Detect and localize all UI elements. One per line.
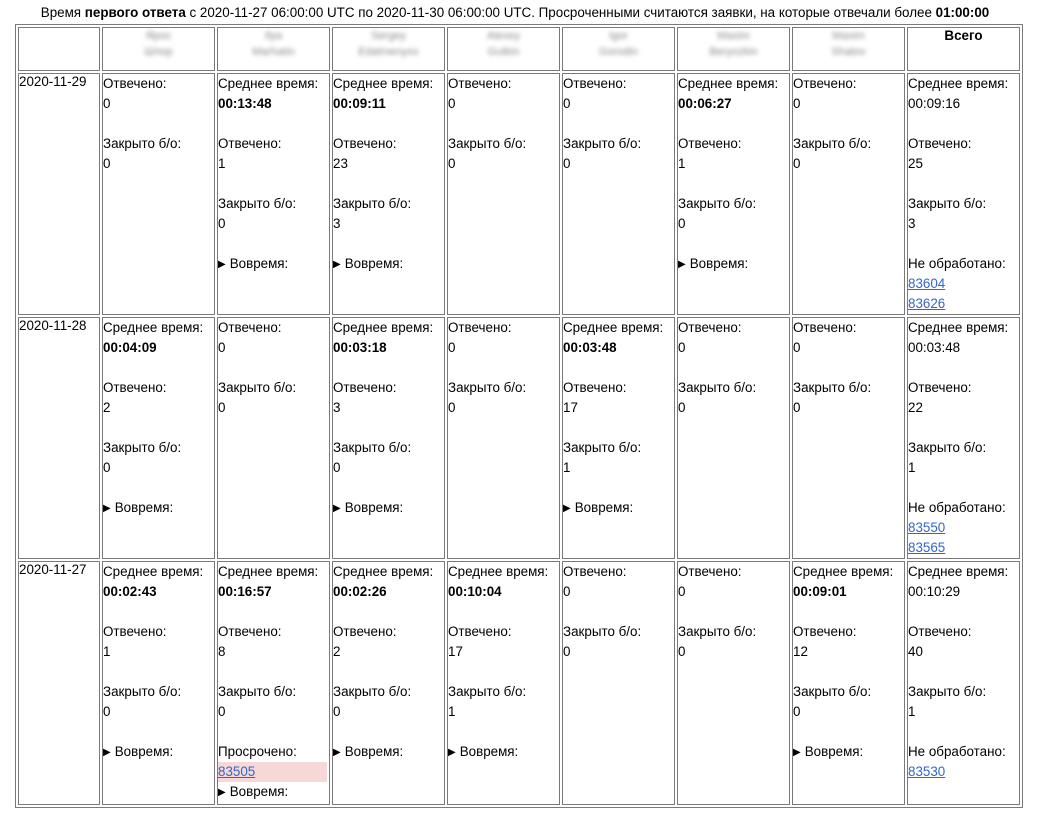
unprocessed-block [908,498,1019,558]
closed-value: 0 [793,704,801,719]
avg-time-label: Среднее время: [793,564,894,579]
avg-time-value: 00:10:04 [448,584,502,599]
answered-value: 8 [218,644,226,659]
closed-value: 0 [678,216,686,231]
avg-time-block [448,562,559,602]
ontime-toggle[interactable] [333,254,444,276]
unprocessed-label: Не обработано: [908,256,1006,271]
date-cell: 2020-11-28 [18,317,100,559]
closed-block [908,194,1019,234]
closed-value: 1 [563,460,571,475]
total-closed-value: 1 [908,460,916,475]
avg-time-label: Среднее время: [908,564,1009,579]
answered-block [793,318,904,358]
answered-label: Отвечено: [103,624,167,639]
total-column-header: Всего [907,27,1020,71]
stats-cell [102,561,215,805]
ontime-label: Вовремя: [229,256,289,271]
answered-label: Отвечено: [103,76,167,91]
closed-block [678,378,789,418]
answered-value: 1 [218,156,226,171]
unprocessed-block [908,742,1019,782]
ontime-label: Вовремя: [804,744,864,759]
closed-value: 0 [793,400,801,415]
closed-label: Закрыто б/о: [448,684,527,699]
closed-value: 0 [103,156,111,171]
avg-time-value: 00:02:26 [333,584,387,599]
agent-column-header [677,27,790,71]
answered-block [678,562,789,602]
triangle-right-icon: ▶ [563,503,571,514]
answered-block [218,622,329,662]
closed-value: 0 [678,400,686,415]
closed-block [218,194,329,234]
ontime-toggle[interactable] [793,742,904,764]
total-closed-value: 1 [908,704,916,719]
ontime-toggle[interactable] [333,742,444,764]
answered-value: 17 [448,644,463,659]
header-metric-name: первого ответа [84,5,186,20]
stats-cell [102,317,215,559]
answered-value: 0 [678,340,686,355]
avg-time-value: 00:02:43 [103,584,157,599]
closed-label: Закрыто б/о: [678,196,757,211]
answered-label: Отвечено: [333,136,397,151]
triangle-right-icon: ▶ [218,787,226,798]
closed-label: Закрыто б/о: [793,380,872,395]
avg-time-value: 00:03:18 [333,340,387,355]
answered-value: 0 [103,96,111,111]
stats-cell [677,73,790,315]
unprocessed-label: Не обработано: [908,500,1006,515]
total-cell [907,561,1020,805]
agent-name-blurred: Ilya Marhatin [252,30,295,58]
answered-value: 2 [103,400,111,415]
closed-label: Закрыто б/о: [448,136,527,151]
avg-time-label: Среднее время: [908,76,1009,91]
closed-value: 0 [218,216,226,231]
stats-cell [677,561,790,805]
table-row [18,561,1020,805]
stats-cell [792,73,905,315]
report-header [0,0,1030,24]
closed-value: 1 [448,704,456,719]
agent-name-blurred: Sergey Edalmenyov [358,30,419,58]
closed-block [793,682,904,722]
stats-cell [562,73,675,315]
closed-block [103,134,214,174]
closed-label: Закрыто б/о: [908,196,987,211]
stats-cell [447,73,560,315]
closed-label: Закрыто б/о: [793,136,872,151]
triangle-right-icon: ▶ [678,259,686,270]
answered-block [563,74,674,114]
triangle-right-icon: ▶ [218,259,226,270]
answered-value: 0 [563,96,571,111]
avg-time-label: Среднее время: [218,76,319,91]
stats-cell [217,73,330,315]
closed-block [448,134,559,174]
answered-label: Отвечено: [563,564,627,579]
ontime-label: Вовремя: [574,500,634,515]
avg-time-block [103,562,214,602]
triangle-right-icon: ▶ [103,747,111,758]
closed-label: Закрыто б/о: [333,196,412,211]
closed-block [333,194,444,234]
unprocessed-block [908,254,1019,314]
closed-block [678,194,789,234]
header-overdue-threshold: 01:00:00 [935,5,990,20]
answered-value: 17 [563,400,578,415]
agent-name-blurred: Maxim Shatov [831,30,866,58]
avg-time-value: 00:09:01 [793,584,847,599]
answered-label: Отвечено: [563,76,627,91]
triangle-right-icon: ▶ [333,503,341,514]
answered-value: 3 [333,400,341,415]
first-response-report-table [15,24,1023,808]
closed-label: Закрыто б/о: [563,440,642,455]
report-body [18,73,1020,805]
ontime-label: Вовремя: [459,744,519,759]
triangle-right-icon: ▶ [333,747,341,758]
table-row [18,317,1020,559]
answered-block [793,74,904,114]
closed-value: 0 [218,400,226,415]
agent-column-header [792,27,905,71]
answered-label: Отвечено: [448,320,512,335]
ontime-label: Вовремя: [689,256,749,271]
agent-column-header [447,27,560,71]
total-answered-value: 40 [908,644,923,659]
agent-name-blurred: Ярос Шпор [144,30,173,58]
closed-value: 0 [103,460,111,475]
ontime-toggle[interactable] [563,498,674,520]
table-header-row [18,27,1020,71]
answered-label: Отвечено: [908,136,972,151]
agent-column-header [102,27,215,71]
answered-value: 0 [218,340,226,355]
answered-value: 0 [448,96,456,111]
total-avg-time-value: 00:09:16 [908,96,961,111]
avg-time-value: 00:03:48 [563,340,617,355]
ontime-label: Вовремя: [114,744,174,759]
answered-value: 23 [333,156,348,171]
answered-value: 0 [793,340,801,355]
stats-cell [332,317,445,559]
ontime-toggle[interactable] [448,742,559,764]
answered-block [908,134,1019,174]
triangle-right-icon: ▶ [333,259,341,270]
answered-block [448,74,559,114]
closed-label: Закрыто б/о: [448,380,527,395]
answered-label: Отвечено: [793,320,857,335]
unprocessed-label: Не обработано: [908,744,1006,759]
ontime-toggle[interactable] [103,498,214,520]
answered-label: Отвечено: [678,136,742,151]
triangle-right-icon: ▶ [103,503,111,514]
ontime-toggle[interactable] [678,254,789,276]
avg-time-block [333,318,444,358]
ontime-label: Вовремя: [344,500,404,515]
avg-time-value: 00:16:57 [218,584,272,599]
stats-cell [332,561,445,805]
answered-label: Отвечено: [333,624,397,639]
answered-label: Отвечено: [908,380,972,395]
unprocessed-ticket-link[interactable]: 83626 [908,296,946,311]
avg-time-block [218,74,329,114]
closed-block [678,622,789,662]
closed-value: 0 [333,704,341,719]
stats-cell [217,317,330,559]
ontime-toggle[interactable] [218,782,329,804]
closed-block [908,438,1019,478]
answered-value: 12 [793,644,808,659]
closed-label: Закрыто б/о: [333,440,412,455]
answered-block [563,562,674,602]
ontime-label: Вовремя: [229,784,289,799]
avg-time-block [793,562,904,602]
header-text-2: с 2020-11-27 06:00:00 UTC по 2020-11-30 06:00:00 UTC. Просроченными считаются заявки, на которые отвечали более [185,5,936,20]
answered-block [448,318,559,358]
avg-time-block [333,74,444,114]
total-answered-value: 25 [908,156,923,171]
closed-value: 3 [333,216,341,231]
answered-block [103,622,214,662]
total-avg-time-value: 00:10:29 [908,584,961,599]
stats-cell [217,561,330,805]
answered-label: Отвечено: [908,624,972,639]
ontime-label: Вовремя: [114,500,174,515]
total-cell [907,73,1020,315]
answered-label: Отвечено: [333,380,397,395]
overdue-ticket-link[interactable]: 83505 [218,762,327,782]
answered-label: Отвечено: [563,380,627,395]
closed-block [563,438,674,478]
answered-block [908,378,1019,418]
ontime-toggle[interactable] [333,498,444,520]
closed-block [448,378,559,418]
answered-label: Отвечено: [793,76,857,91]
answered-label: Отвечено: [218,624,282,639]
date-cell: 2020-11-29 [18,73,100,315]
closed-label: Закрыто б/о: [908,440,987,455]
stats-cell [332,73,445,315]
answered-block [103,74,214,114]
closed-block [333,682,444,722]
avg-time-label: Среднее время: [103,564,204,579]
total-cell [907,317,1020,559]
closed-label: Закрыто б/о: [678,624,757,639]
closed-value: 0 [563,156,571,171]
answered-block [908,622,1019,662]
answered-value: 0 [563,584,571,599]
stats-cell [102,73,215,315]
answered-label: Отвечено: [678,564,742,579]
avg-time-block [908,74,1019,114]
answered-value: 0 [678,584,686,599]
avg-time-label: Среднее время: [218,564,319,579]
agent-column-header [332,27,445,71]
closed-value: 0 [448,400,456,415]
stats-cell [792,317,905,559]
closed-block [793,378,904,418]
stats-cell [562,561,675,805]
agent-name-blurred: Igor Gorodin [598,30,639,58]
avg-time-value: 00:09:11 [333,96,386,111]
answered-block [678,134,789,174]
avg-time-label: Среднее время: [333,564,434,579]
avg-time-block [218,562,329,602]
ontime-toggle[interactable] [103,742,214,764]
agent-name-blurred: Alexey Gutkin [486,30,521,58]
total-avg-time-value: 00:03:48 [908,340,961,355]
overdue-block [218,742,329,782]
stats-cell [447,317,560,559]
closed-label: Закрыто б/о: [793,684,872,699]
answered-label: Отвечено: [218,136,282,151]
unprocessed-ticket-link[interactable]: 83565 [908,540,946,555]
stats-cell [677,317,790,559]
answered-value: 0 [448,340,456,355]
overdue-label: Просрочено: [218,744,297,759]
closed-label: Закрыто б/о: [218,684,297,699]
triangle-right-icon: ▶ [793,747,801,758]
answered-block [218,134,329,174]
avg-time-block [908,318,1019,358]
closed-label: Закрыто б/о: [563,136,642,151]
unprocessed-ticket-link[interactable]: 83530 [908,764,946,779]
date-cell: 2020-11-27 [18,561,100,805]
avg-time-label: Среднее время: [448,564,549,579]
answered-value: 1 [103,644,111,659]
closed-label: Закрыто б/о: [103,136,182,151]
unprocessed-ticket-link[interactable]: 83604 [908,276,946,291]
closed-value: 0 [218,704,226,719]
closed-block [103,682,214,722]
agent-column-header [562,27,675,71]
avg-time-label: Среднее время: [333,76,434,91]
avg-time-label: Среднее время: [563,320,664,335]
stats-cell [792,561,905,805]
triangle-right-icon: ▶ [448,747,456,758]
answered-value: 0 [793,96,801,111]
closed-label: Закрыто б/о: [908,684,987,699]
avg-time-block [678,74,789,114]
closed-label: Закрыто б/о: [218,380,297,395]
ontime-label: Вовремя: [344,744,404,759]
answered-block [218,318,329,358]
closed-block [563,622,674,662]
avg-time-block [333,562,444,602]
avg-time-block [563,318,674,358]
corner-cell [18,27,100,71]
answered-label: Отвечено: [218,320,282,335]
total-answered-value: 22 [908,400,923,415]
answered-block [333,134,444,174]
closed-block [448,682,559,722]
answered-label: Отвечено: [448,76,512,91]
stats-cell [447,561,560,805]
avg-time-block [103,318,214,358]
answered-label: Отвечено: [793,624,857,639]
answered-label: Отвечено: [448,624,512,639]
ontime-toggle[interactable] [218,254,329,276]
avg-time-value: 00:04:09 [103,340,157,355]
closed-value: 0 [563,644,571,659]
closed-block [218,682,329,722]
answered-block [333,622,444,662]
total-closed-value: 3 [908,216,916,231]
closed-value: 0 [333,460,341,475]
closed-block [103,438,214,478]
avg-time-label: Среднее время: [678,76,779,91]
closed-label: Закрыто б/о: [218,196,297,211]
closed-block [333,438,444,478]
avg-time-value: 00:13:48 [218,96,272,111]
answered-value: 1 [678,156,686,171]
avg-time-label: Среднее время: [103,320,204,335]
closed-block [793,134,904,174]
header-text-1: Время [40,5,85,20]
avg-time-value: 00:06:27 [678,96,732,111]
closed-label: Закрыто б/о: [678,380,757,395]
answered-label: Отвечено: [678,320,742,335]
answered-block [448,622,559,662]
closed-label: Закрыто б/о: [563,624,642,639]
closed-label: Закрыто б/о: [103,684,182,699]
ontime-label: Вовремя: [344,256,404,271]
agent-name-blurred: Maxim Beryozkin [709,30,758,58]
agent-column-header [217,27,330,71]
avg-time-block [908,562,1019,602]
answered-label: Отвечено: [103,380,167,395]
answered-block [103,378,214,418]
avg-time-label: Среднее время: [908,320,1009,335]
closed-label: Закрыто б/о: [333,684,412,699]
closed-label: Закрыто б/о: [103,440,182,455]
answered-block [563,378,674,418]
stats-cell [562,317,675,559]
unprocessed-ticket-link[interactable]: 83550 [908,520,946,535]
answered-block [678,318,789,358]
closed-value: 0 [678,644,686,659]
answered-block [333,378,444,418]
closed-value: 0 [793,156,801,171]
answered-block [793,622,904,662]
closed-value: 0 [103,704,111,719]
avg-time-label: Среднее время: [333,320,434,335]
closed-block [908,682,1019,722]
answered-value: 2 [333,644,341,659]
closed-block [218,378,329,418]
closed-value: 0 [448,156,456,171]
closed-block [563,134,674,174]
table-row [18,73,1020,315]
